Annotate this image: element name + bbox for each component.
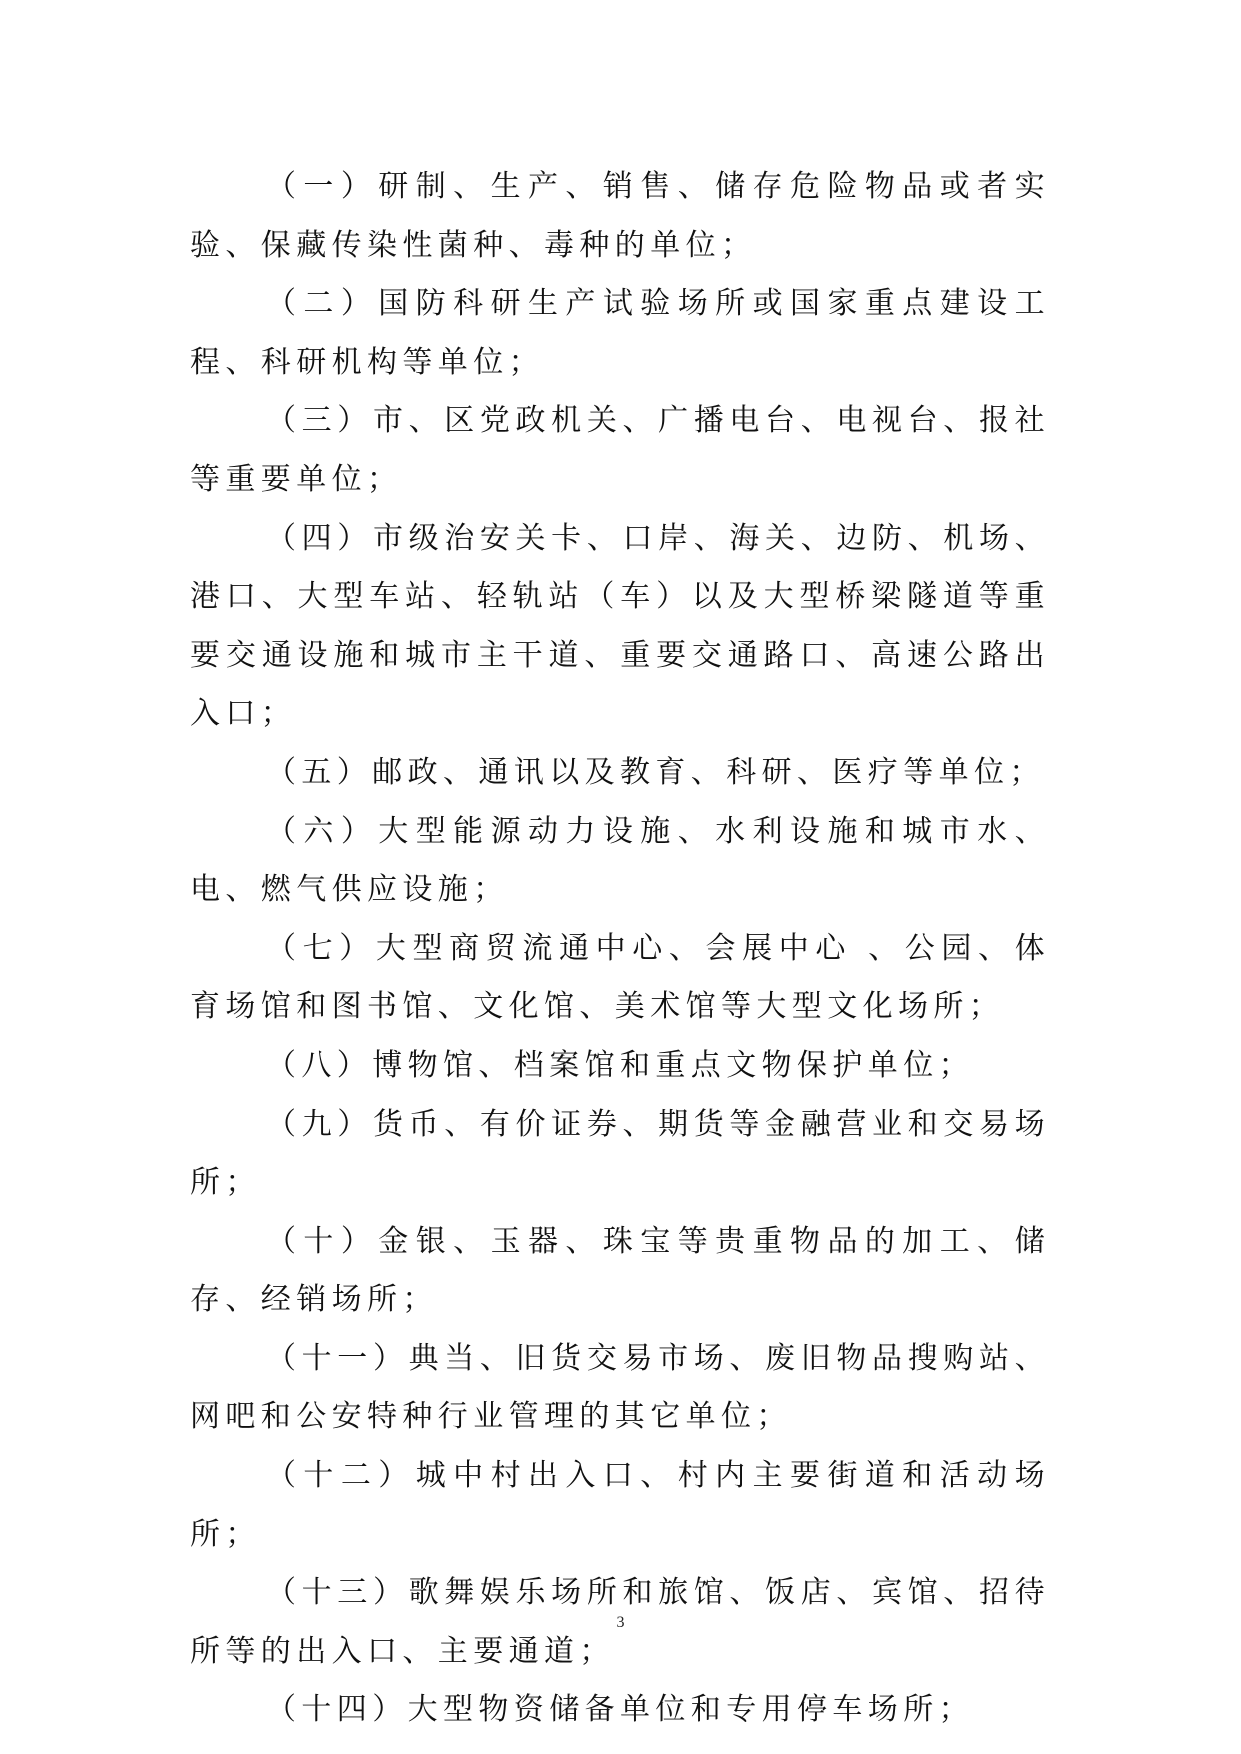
list-item: （四）市级治安关卡、口岸、海关、边防、机场、港口、大型车站、轻轨站（车）以及大型桥梁隧道等重要交通设施和城市主干道、重要交通路口、高速公路出入口； (190, 520, 1050, 732)
list-item: （十一）典当、旧货交易市场、废旧物品搜购站、网吧和公安特种行业管理的其它单位； (190, 1340, 1050, 1435)
list-item: （三）市、区党政机关、广播电台、电视台、报社等重要单位； (190, 403, 1050, 497)
list-item: （二）国防科研生产试验场所或国家重点建设工程、科研机构等单位； (190, 286, 1050, 380)
page-number: 3 (616, 1614, 625, 1631)
list-item: （十二）城中村出入口、村内主要街道和活动场所； (190, 1458, 1050, 1552)
list-item: （十四）大型物资储备单位和专用停车场所； (266, 1692, 974, 1728)
list-item: （九）货币、有价证券、期货等金融营业和交易场所； (190, 1106, 1050, 1201)
list-item: （十三）歌舞娱乐场所和旅馆、饭店、宾馆、招待所等的出入口、主要通道； (190, 1575, 1050, 1669)
list-item: （七）大型商贸流通中心、会展中心 、公园、体育场馆和图书馆、文化馆、美术馆等大型文化场所； (190, 930, 1050, 1025)
list-item: （十）金银、玉器、珠宝等贵重物品的加工、储存、经销场所； (190, 1223, 1050, 1318)
list-item: （八）博物馆、档案馆和重点文物保护单位； (266, 1047, 974, 1083)
document-body (190, 158, 1050, 1740)
list-item: （一）研制、生产、销售、储存危险物品或者实验、保藏传染性菌种、毒种的单位； (190, 169, 1050, 263)
list-item: （六）大型能源动力设施、水利设施和城市水、电、燃气供应设施； (190, 813, 1050, 908)
list-item: （五）邮政、通讯以及教育、科研、医疗等单位； (266, 754, 1045, 790)
